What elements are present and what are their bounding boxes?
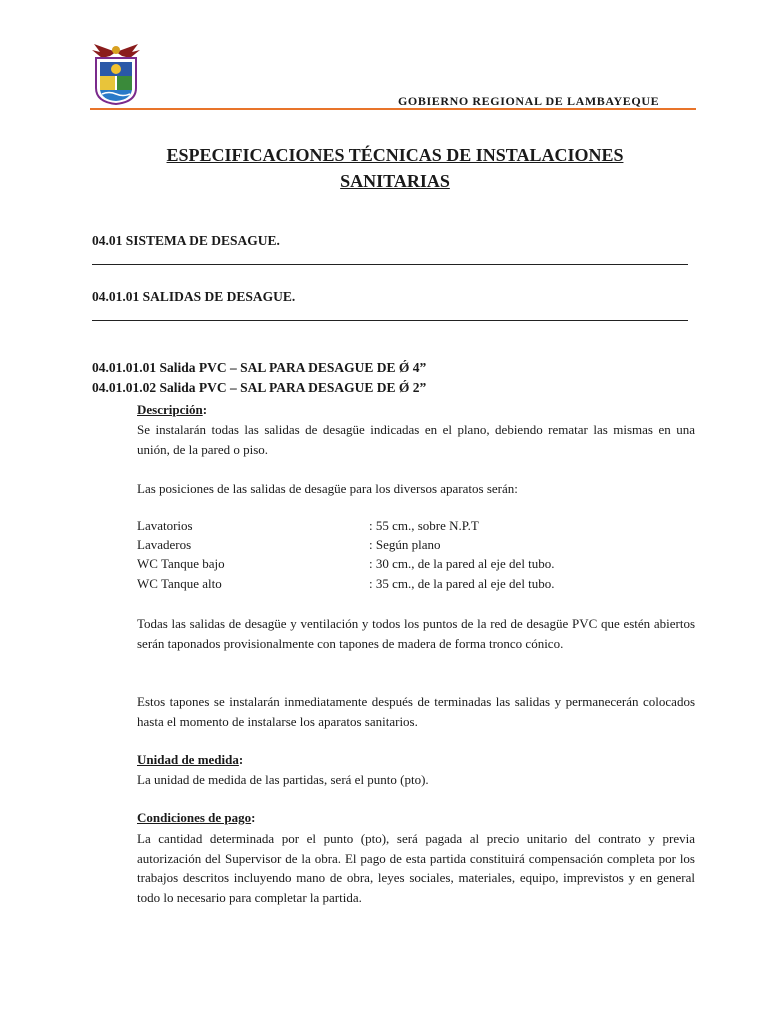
position-row bbox=[137, 556, 555, 572]
position-row bbox=[137, 537, 441, 553]
description-label: Descripción: bbox=[137, 402, 208, 417]
description-paragraph-4: Estos tapones se instalarán inmediatamente después de terminadas las salidas y permanecerán colocados hasta el momento de instalarse los aparatos sanitarios. bbox=[137, 694, 695, 729]
unit-paragraph: La unidad de medida de las partidas, será el punto (pto). bbox=[137, 772, 429, 787]
description-paragraph-1: Se instalarán todas las salidas de desagüe indicadas en el plano, debiendo rematar las mismas en una unión, de la pared o piso. bbox=[137, 422, 695, 457]
payment-paragraph: La cantidad determinada por el punto (pto), será pagada al precio unitario del contrato y previa autorización del Supervisor de la obra. El pago de esta partida constituirá compensación completa por los trabajos descritos incluyendo mano de obra, leyes sociales, materiales, equipo, imprevistos y en general todo lo necesario para completar la partida. bbox=[137, 831, 695, 905]
section-rule bbox=[92, 320, 688, 321]
position-value: : 55 cm., sobre N.P.T bbox=[369, 518, 479, 533]
section-rule bbox=[92, 264, 688, 265]
position-value: : Según plano bbox=[369, 537, 441, 552]
section-heading-sistema-desague: 04.01 SISTEMA DE DESAGUE. bbox=[92, 233, 280, 248]
unit-label: Unidad de medida: bbox=[137, 752, 244, 767]
description-paragraph-2: Las posiciones de las salidas de desagüe para los diversos aparatos serán: bbox=[137, 481, 518, 496]
item-heading-salida-2: 04.01.01.02 Salida PVC – SAL PARA DESAGUE DE Ǿ 2” bbox=[92, 380, 427, 395]
title-line-2: SANITARIAS bbox=[340, 171, 450, 191]
position-name: Lavatorios bbox=[137, 518, 193, 533]
document-title bbox=[110, 142, 680, 194]
position-value: : 35 cm., de la pared al eje del tubo. bbox=[369, 576, 555, 591]
payment-label-text: Condiciones de pago bbox=[137, 810, 252, 825]
item-heading-salida-4: 04.01.01.01 Salida PVC – SAL PARA DESAGUE DE Ǿ 4” bbox=[92, 360, 427, 375]
position-row bbox=[137, 576, 555, 592]
title-line-1: ESPECIFICACIONES TÉCNICAS DE INSTALACIONES bbox=[166, 145, 624, 165]
position-row bbox=[137, 518, 479, 534]
organization-name: GOBIERNO REGIONAL DE LAMBAYEQUE bbox=[398, 94, 660, 108]
position-value: : 30 cm., de la pared al eje del tubo. bbox=[369, 556, 555, 571]
description-paragraph-3: Todas las salidas de desagüe y ventilación y todos los puntos de la red de desagüe PVC que estén abiertos serán taponados provisionalmente con tapones de madera de forma tronco cónico. bbox=[137, 616, 695, 651]
payment-label: Condiciones de pago: bbox=[137, 810, 256, 825]
position-name: WC Tanque bajo bbox=[137, 556, 225, 571]
unit-label-text: Unidad de medida bbox=[137, 752, 239, 767]
position-name: Lavaderos bbox=[137, 537, 192, 552]
position-name: WC Tanque alto bbox=[137, 576, 222, 591]
description-label-text: Descripción bbox=[137, 402, 203, 417]
header-divider bbox=[90, 108, 696, 110]
regional-government-logo bbox=[90, 40, 142, 106]
section-heading-salidas-desague: 04.01.01 SALIDAS DE DESAGUE. bbox=[92, 289, 296, 304]
